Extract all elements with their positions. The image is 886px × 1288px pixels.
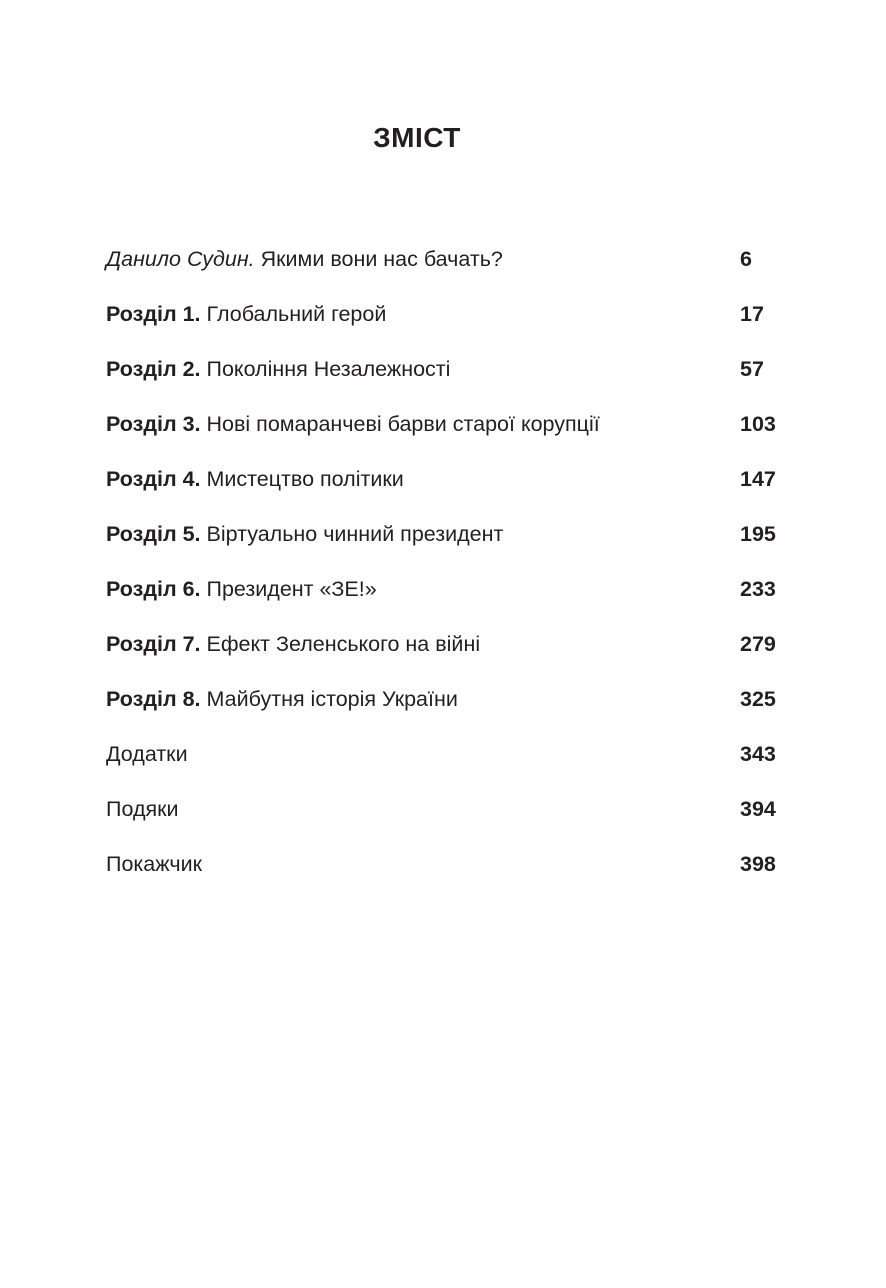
toc-page-number: 57 — [740, 357, 764, 381]
toc-entry — [106, 296, 386, 332]
toc-entry — [106, 461, 404, 497]
toc-entry — [106, 516, 503, 552]
toc-entry — [106, 626, 480, 662]
toc-page-number: 279 — [740, 632, 776, 656]
toc-item-chapter-6[interactable] — [106, 571, 806, 626]
toc-page-number: 394 — [740, 797, 776, 821]
toc-title: Президент «ЗЕ!» — [206, 577, 377, 601]
toc-page-number: 195 — [740, 522, 776, 546]
toc-item-chapter-8[interactable] — [106, 681, 806, 736]
toc-page-number: 325 — [740, 687, 776, 711]
toc-page-number: 17 — [740, 302, 764, 326]
toc-entry — [106, 406, 600, 442]
toc-title: Якими вони нас бачать? — [260, 247, 503, 271]
toc-chapter-label: Розділ 7. — [106, 632, 201, 656]
toc-item-chapter-3[interactable] — [106, 406, 806, 461]
toc-chapter-label: Розділ 4. — [106, 467, 201, 491]
toc-author: Данило Судин. — [106, 247, 255, 271]
toc-title: Ефект Зеленського на війні — [206, 632, 481, 656]
toc-item-acknowledgements[interactable] — [106, 791, 806, 846]
toc-title: Подяки — [106, 797, 179, 821]
toc-page-number: 6 — [740, 247, 752, 271]
toc-page-number: 233 — [740, 577, 776, 601]
toc-item-chapter-4[interactable] — [106, 461, 806, 516]
toc-entry — [106, 351, 450, 387]
toc-title: Майбутня історія України — [206, 687, 458, 711]
toc-chapter-label: Розділ 2. — [106, 357, 201, 381]
toc-title: Покажчик — [106, 852, 203, 876]
toc-page-number: 398 — [740, 852, 776, 876]
toc-title: Віртуально чинний президент — [206, 522, 504, 546]
toc-item-chapter-5[interactable] — [106, 516, 806, 571]
toc-title: Нові помаранчеві барви старої корупції — [206, 412, 600, 436]
toc-item-preface[interactable] — [106, 241, 806, 296]
toc-page-number: 343 — [740, 742, 776, 766]
toc-item-chapter-7[interactable] — [106, 626, 806, 681]
toc-item-chapter-1[interactable] — [106, 296, 806, 351]
toc-item-index[interactable] — [106, 846, 806, 901]
toc-entry — [106, 681, 458, 717]
table-of-contents — [106, 241, 806, 901]
toc-chapter-label: Розділ 1. — [106, 302, 201, 326]
toc-title: Мистецтво політики — [206, 467, 404, 491]
page-title: ЗМІСТ — [373, 122, 461, 153]
toc-page-number: 103 — [740, 412, 776, 436]
toc-item-chapter-2[interactable] — [106, 351, 806, 406]
toc-chapter-label: Розділ 5. — [106, 522, 201, 546]
toc-entry — [106, 241, 503, 277]
toc-chapter-label: Розділ 6. — [106, 577, 201, 601]
toc-entry — [106, 571, 377, 607]
toc-page-number: 147 — [740, 467, 776, 491]
toc-title: Глобальний герой — [206, 302, 387, 326]
toc-chapter-label: Розділ 8. — [106, 687, 201, 711]
toc-chapter-label: Розділ 3. — [106, 412, 201, 436]
toc-title: Покоління Незалежності — [206, 357, 451, 381]
toc-item-appendices[interactable] — [106, 736, 806, 791]
toc-title: Додатки — [106, 742, 188, 766]
